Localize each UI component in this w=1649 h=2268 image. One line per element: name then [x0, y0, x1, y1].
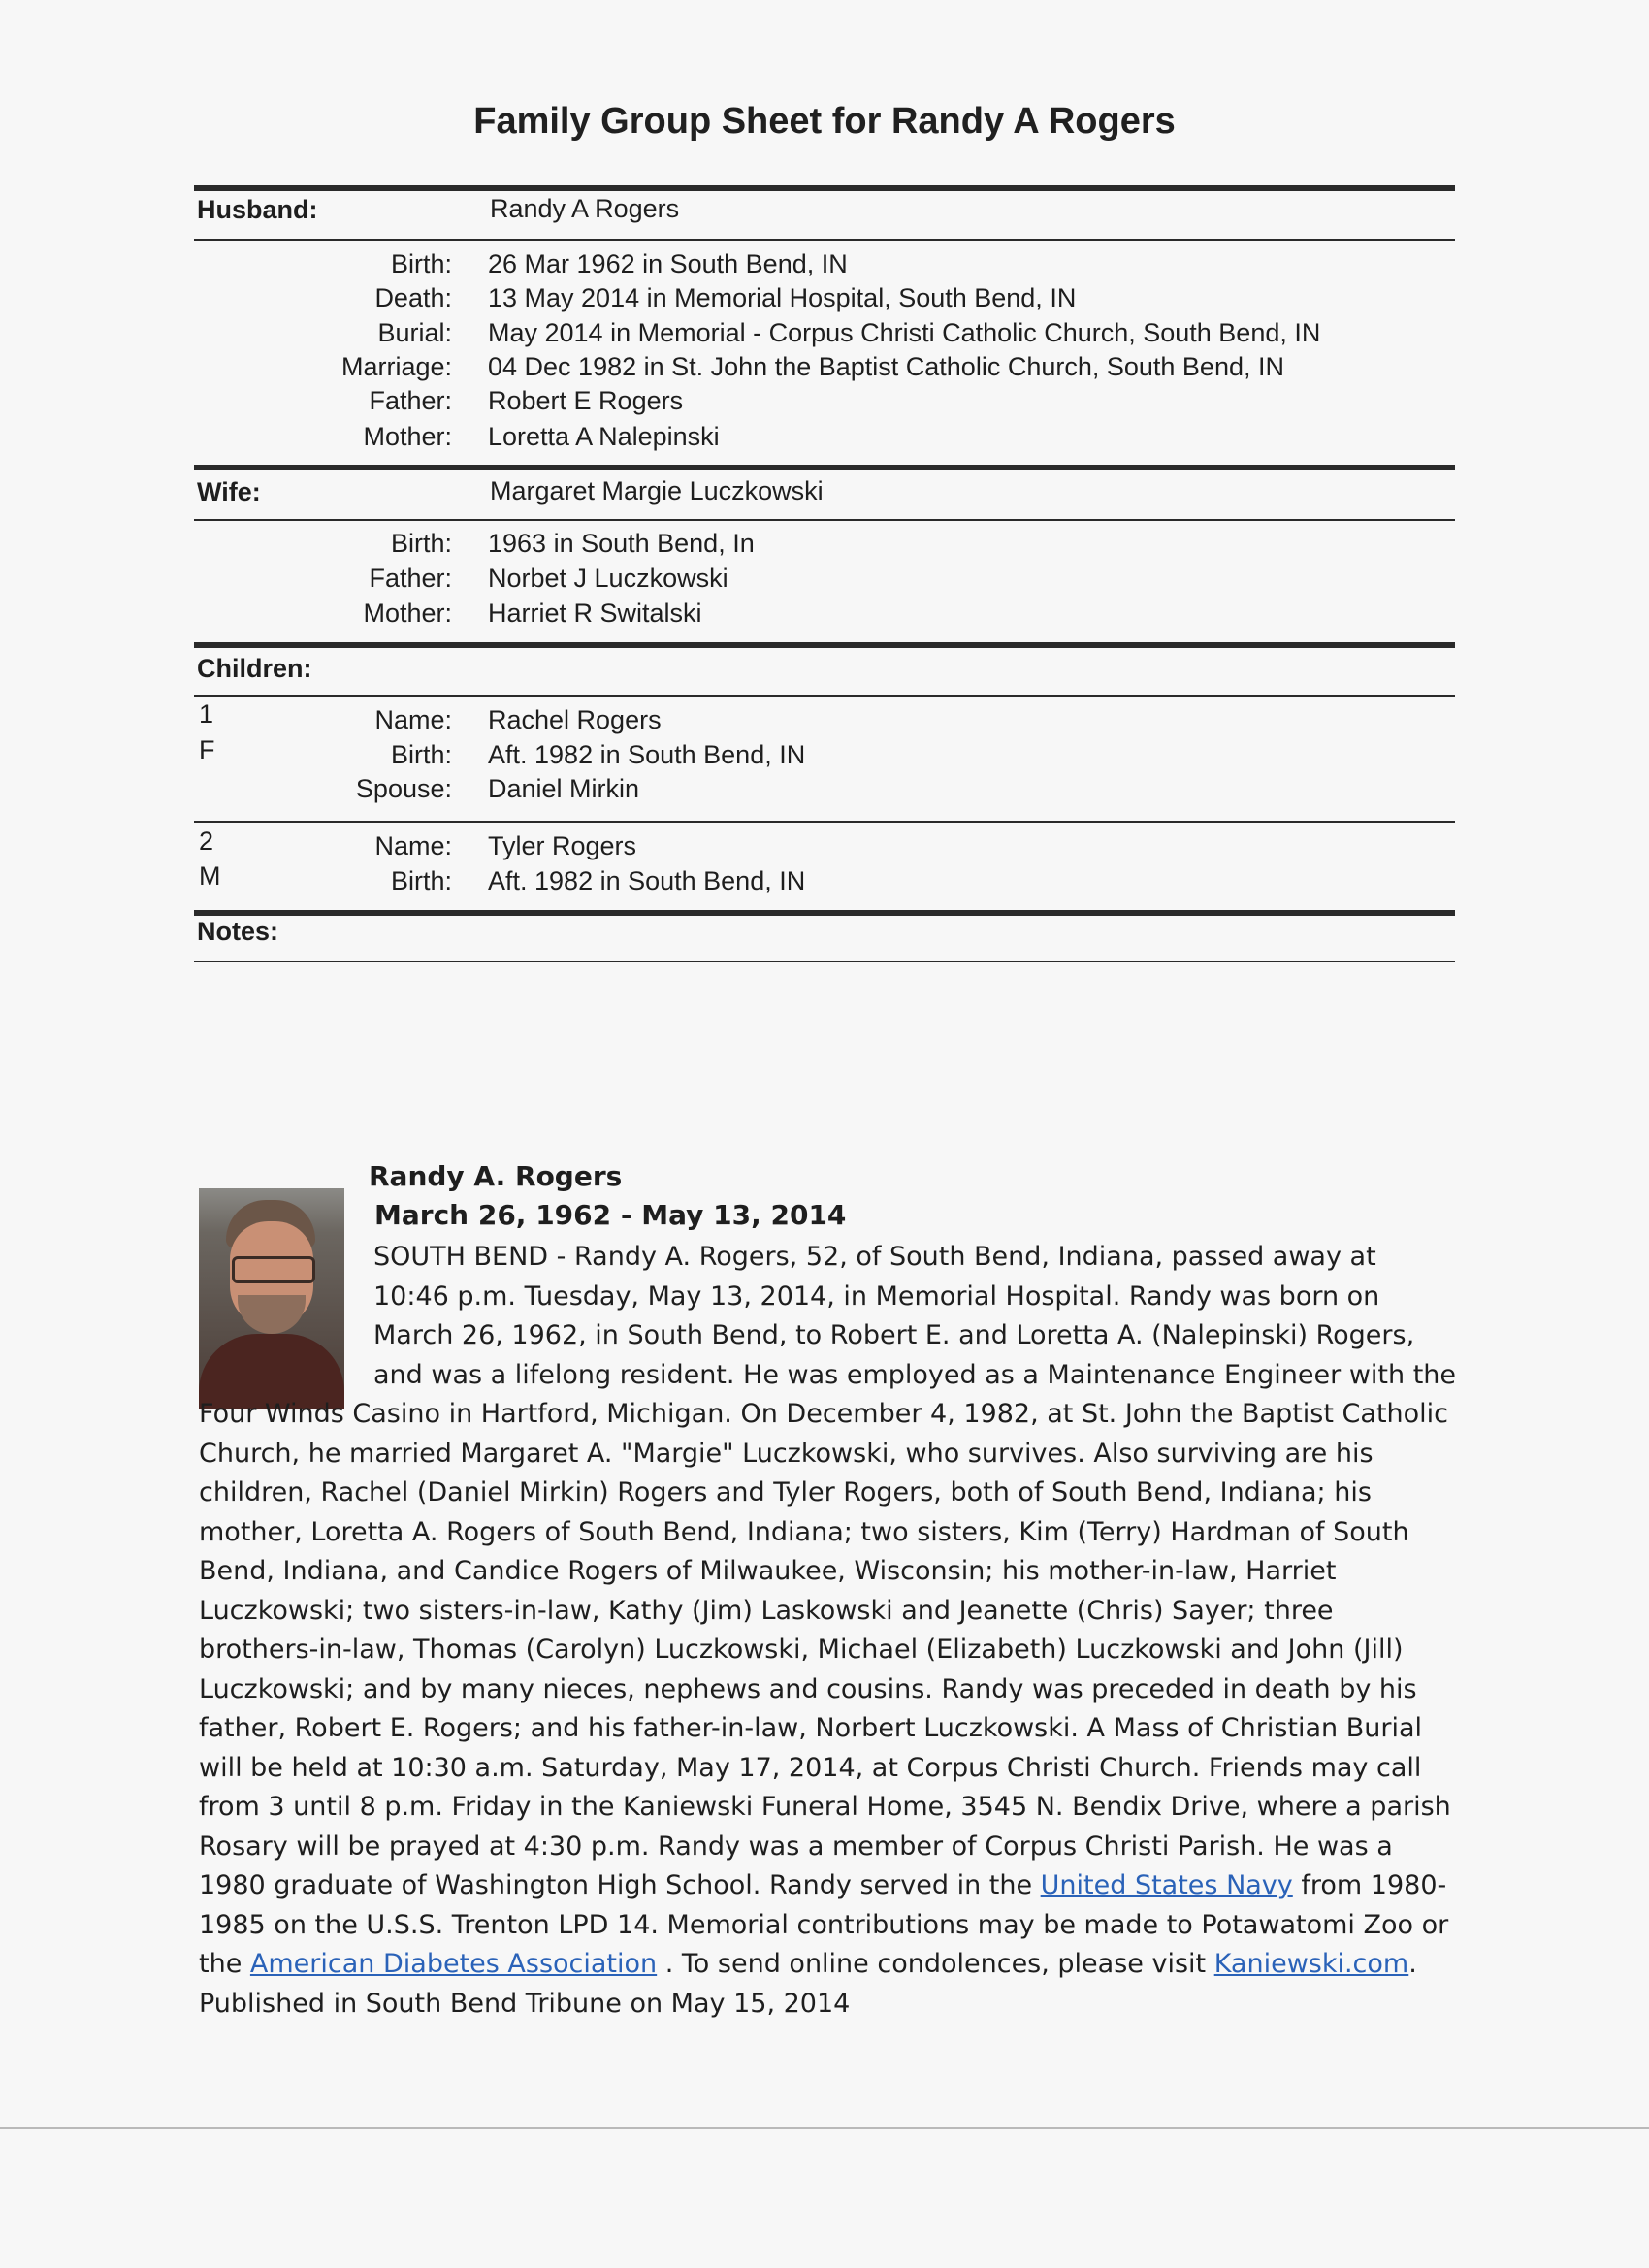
divider — [194, 821, 1455, 823]
navy-link[interactable]: United States Navy — [1040, 1870, 1293, 1900]
section-rule — [194, 185, 1455, 191]
fact-value: 26 Mar 1962 in South Bend, IN — [488, 249, 848, 278]
fact-value: Robert E Rogers — [488, 386, 684, 415]
child-number: 1 — [199, 699, 214, 729]
fact-label: Name: — [374, 831, 452, 860]
husband-heading: Husband: — [197, 195, 318, 224]
fact-label: Father: — [369, 386, 452, 415]
obituary-text — [199, 1238, 1460, 2024]
fact-label: Mother: — [363, 599, 452, 628]
fact-value: Aft. 1982 in South Bend, IN — [488, 866, 806, 895]
fact-label: Birth: — [390, 529, 452, 558]
obituary-paragraph: . Published in South Bend Tribune on May 15, 2014 — [199, 1949, 1417, 2019]
fact-label: Marriage: — [340, 352, 452, 381]
fact-value: Tyler Rogers — [488, 831, 637, 860]
notes-heading: Notes: — [197, 917, 279, 946]
fact-value: Norbet J Luczkowski — [488, 564, 728, 593]
obituary-paragraph: . To send online condolences, please visit — [657, 1949, 1214, 1979]
fact-label: Spouse: — [355, 774, 452, 803]
obituary-name: Randy A. Rogers — [369, 1160, 623, 1192]
fact-label: Birth: — [390, 740, 452, 769]
divider — [194, 961, 1455, 962]
fact-value: 04 Dec 1982 in St. John the Baptist Catholic Church, South Bend, IN — [488, 352, 1284, 381]
kaniewski-link[interactable]: Kaniewski.com — [1213, 1949, 1409, 1979]
wife-name: Margaret Margie Luczkowski — [490, 476, 824, 505]
child-sex: F — [199, 735, 215, 764]
fact-value: Rachel Rogers — [488, 705, 662, 734]
fact-label: Mother: — [363, 422, 452, 451]
fact-value: Daniel Mirkin — [488, 774, 640, 803]
fact-value: Aft. 1982 in South Bend, IN — [488, 740, 806, 769]
obituary-paragraph: from 1980-1985 on the U.S.S. Trenton LPD 14. Memorial contributions may be made to Potawatomi Zoo or the — [199, 1870, 1449, 1979]
divider — [194, 239, 1455, 241]
fact-label: Death: — [374, 283, 452, 312]
fact-label: Birth: — [390, 249, 452, 278]
page-title: Family Group Sheet for Randy A Rogers — [473, 101, 1176, 142]
fact-value: Loretta A Nalepinski — [488, 422, 720, 451]
fact-value: Harriet R Switalski — [488, 599, 702, 628]
obituary-paragraph: SOUTH BEND - Randy A. Rogers, 52, of South Bend, Indiana, passed away at 10:46 p.m. Tuesday, May 13, 2014, in Memorial Hospital. Randy was born on March 26, 1962, in South Bend, to Robert E. and Loretta A. (Nalepinski) Rogers, and was a lifelong resident. He was employed as a Maintenance Engineer with the Four Winds Casino in Hartford, Michigan. On December 4, 1982, at St. John the Baptist Catholic Church, he married Margaret A. "Margie" Luczkowski, who survives. Also surviving are his children, Rachel (Daniel Mirkin) Rogers and Tyler Rogers, both of South Bend, Indiana; his mother, Loretta A. Rogers of South Bend, Indiana; two sisters, Kim (Terry) Hardman of South Bend, Indiana, and Candice Rogers of Milwaukee, Wisconsin; his mother-in-law, Harriet Luczkowski; two sisters-in-law, Kathy (Jim) Laskowski and Jeanette (Chris) Sayer; three brothers-in-law, Thomas (Carolyn) Luczkowski, Michael (Elizabeth) Luczkowski and John (Jill) Luczkowski; and by many nieces, nephews and cousins. Randy was preceded in death by his father, Robert E. Rogers; and his father-in-law, Norbert Luczkowski. A Mass of Christian Burial will be held at 10:30 a.m. Saturday, May 17, 2014, at Corpus Christi Church. Friends may call from 3 until 8 p.m. Friday in the Kaniewski Funeral Home, 3545 N. Bendix Drive, where a parish Rosary will be prayed at 4:30 p.m. Randy was a member of Corpus Christi Parish. He was a 1980 graduate of Washington High School. Randy served in the — [199, 1242, 1457, 1900]
children-heading: Children: — [197, 654, 312, 683]
fact-value: 13 May 2014 in Memorial Hospital, South Bend, IN — [488, 283, 1077, 312]
child-sex: M — [199, 861, 221, 891]
divider — [194, 519, 1455, 521]
child-number: 2 — [199, 826, 214, 856]
fact-label: Father: — [369, 564, 452, 593]
wife-heading: Wife: — [197, 477, 261, 506]
section-rule — [194, 910, 1455, 916]
fact-value: 1963 in South Bend, In — [488, 529, 755, 558]
fact-label: Birth: — [390, 866, 452, 895]
section-rule — [194, 465, 1455, 470]
obituary-dates: March 26, 1962 - May 13, 2014 — [374, 1199, 847, 1231]
fact-label: Burial: — [377, 318, 452, 347]
fact-label: Name: — [374, 705, 452, 734]
divider — [194, 695, 1455, 697]
section-rule — [194, 642, 1455, 648]
page-edge — [0, 2127, 1649, 2129]
ada-link[interactable]: American Diabetes Association — [249, 1949, 658, 1979]
fact-value: May 2014 in Memorial - Corpus Christi Catholic Church, South Bend, IN — [488, 318, 1321, 347]
husband-name: Randy A Rogers — [490, 194, 680, 223]
